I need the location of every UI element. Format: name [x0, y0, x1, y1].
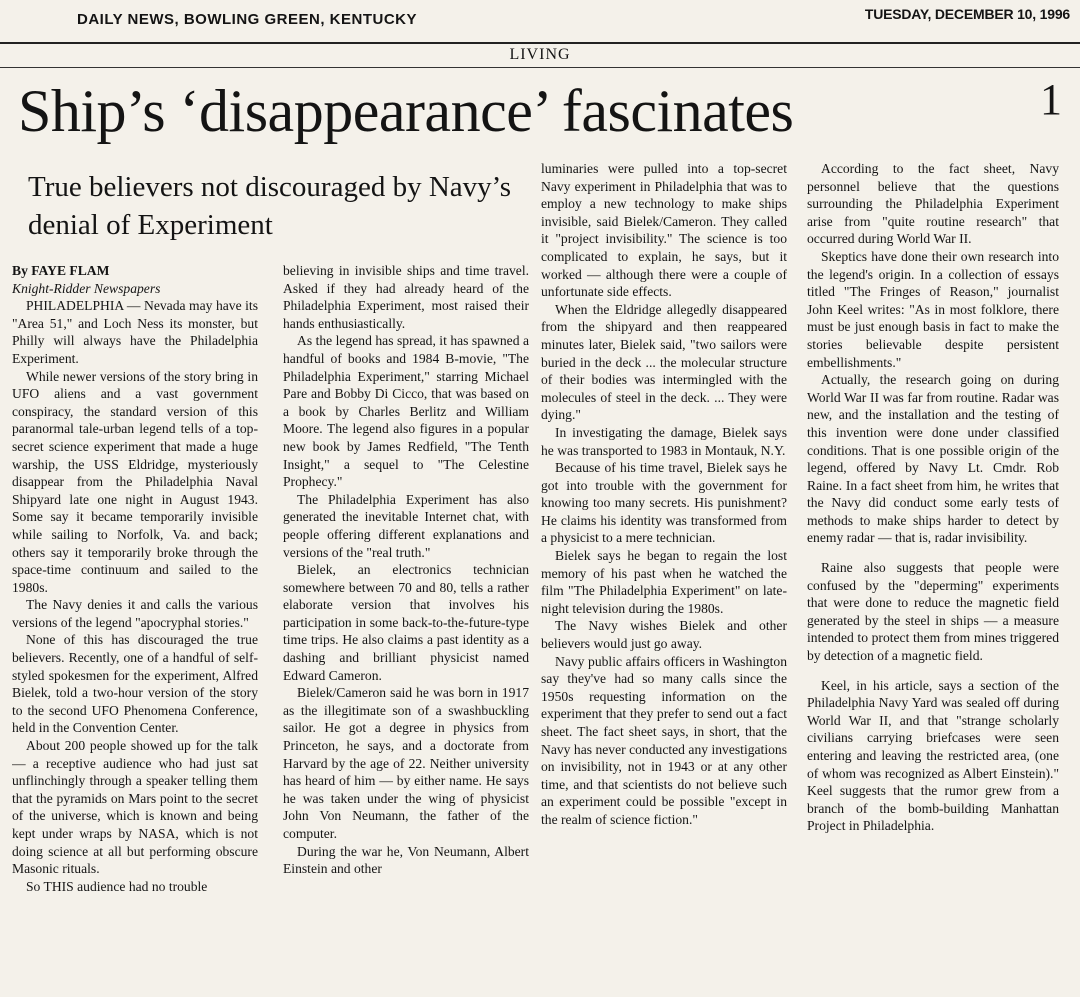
paragraph: Skeptics have done their own research into the legend's origin. In a collection of essays titled "The Fringes of Reason," journalist John Keel writes: "As in most folklore, there must be just enough basis in fact to make the stories believable despite persistent embellishments.": [807, 248, 1059, 370]
subheadline: True believers not discouraged by Navy’s denial of Experiment: [28, 171, 511, 241]
paragraph: Navy public affairs officers in Washington say they've had so many calls since the 1950s requesting information on the experiment that they prefer to send out a fact sheet. The fact sheet says, in short, that the Navy has never conducted any investigations on invisibility, not in 1943 or at any other time, and that scientists do not believe such an experiment could be possible "except in the realm of science fiction.": [541, 653, 787, 827]
paragraph: None of this has discouraged the true believers. Recently, one of a handful of self-styled spokesmen for the experiment, Alfred Bielek, told a two-hour version of the story to the second UFO Phenomena Conference, held in the Convention Center.: [12, 632, 258, 736]
byline: By FAYE FLAM: [12, 263, 110, 278]
paragraph: While newer versions of the story bring in UFO aliens and a vast government conspiracy, the standard version of this paranormal tale-urban legend tells of a top-secret science experiment that made a huge warship, the USS Eldridge, mysteriously disappear from the Philadelphia Naval Shipyard late one night in August 1943. Some say it became temporarily invisible while sailing to Norfolk, Va. and back; others say it temporarily broke through the space-time continuum and sailed to the 1980s.: [12, 368, 258, 595]
news-agency: Knight-Ridder Newspapers: [12, 280, 161, 296]
paragraph: When the Eldridge allegedly disappeared from the shipyard and then reappeared minutes later, Bielek said, "two sailors were buried in the deck ... the molecular structure of their bodies was intermingled with the molecules of steel in the deck. ... They were dying.": [541, 301, 787, 423]
paragraph: Keel, in his article, says a section of the Philadelphia Navy Yard was sealed off during World War II, and that "strange scholarly civilians carrying briefcases were seen entering and leaving the restricted area, (one of whom was recognized as Albert Einstein)." Keel suggests that the rumor grew from a branch of the bomb-building Manhattan Project in Philadelphia.: [807, 677, 1059, 834]
masthead: [0, 0, 1080, 42]
paragraph: In investigating the damage, Bielek says he was transported to 1983 in Montauk, N.Y.: [541, 424, 787, 458]
paragraph: PHILADELPHIA — Nevada may have its "Area 51," and Loch Ness its monster, but Philly will always have the Philadelphia Experiment.: [12, 298, 258, 366]
newspaper-name: DAILY NEWS, BOWLING GREEN, KENTUCKY: [77, 11, 418, 28]
paragraph: Bielek/Cameron said he was born in 1917 as the illegitimate son of a swashbuckling sailor. He got a degree in physics from Princeton, he says, and a doctorate from Harvard by the age of 22. Neither university has heard of him — by either name. He says he was taken under the wing of physicist John Von Neumann, the father of the computer.: [283, 685, 529, 841]
paragraph: Bielek, an electronics technician somewhere between 70 and 80, tells a rather elaborate version that involves his participation in some back-to-the-future-type time trips. He also claims a past identity as a dashing and brilliant physicist named Edward Cameron.: [283, 562, 529, 683]
paragraph: luminaries were pulled into a top-secret Navy experiment in Philadelphia that was to employ a new technology to make ships invisible, said Bielek/Cameron. They called it "project invisibility." The science is too complicated to explain, he says, but it worked — although there were a couple of unfortunate side effects.: [541, 161, 787, 300]
paragraph: According to the fact sheet, Navy personnel believe that the questions surrounding the Philadelphia Experiment arise from "quite routine research" that occurred during World War II.: [807, 161, 1059, 247]
article-column-3: [541, 160, 787, 997]
page-marker: 1: [1040, 75, 1062, 124]
section-rule: [0, 67, 1080, 68]
paragraph: believing in invisible ships and time travel. Asked if they had already heard of the Philadelphia Experiment, most raised their hands enthusiastically.: [283, 263, 529, 331]
paragraph: The Philadelphia Experiment has also generated the inevitable Internet chat, with people offering different explanations and versions of the "real truth.": [283, 491, 529, 560]
issue-date: TUESDAY, DECEMBER 10, 1996: [864, 6, 1070, 22]
paragraph: The Navy wishes Bielek and other believers would just go away.: [541, 618, 787, 652]
article-column-1: [12, 262, 258, 997]
masthead-rule: [0, 42, 1080, 44]
headline: Ship’s ‘disappearance’ fascinates: [18, 78, 794, 144]
paragraph: Bielek says he began to regain the lost memory of his past when he watched the film "The Philadelphia Experiment" on late-night television during the 1980s.: [541, 548, 787, 616]
paragraph: Actually, the research going on during World War II was far from routine. Radar was new, and the installation and the testing of this invention were done under classified conditions. That is one possible origin of the legend, offered by Navy Lt. Cmdr. Rob Raine. In a fact sheet from him, he writes that the Navy did conduct some early tests of methods to make ships harder to detect by enemy radar — that is, radar invisibility.: [807, 372, 1059, 546]
article-column-4: [807, 160, 1059, 997]
paragraph: Because of his time travel, Bielek says he got into trouble with the government for knowing too many secrets. His punishment? He claims his identity was transformed from a physicist to a mere technician.: [541, 460, 787, 546]
paragraph: As the legend has spread, it has spawned a handful of books and 1984 B-movie, "The Philadelphia Experiment," starring Michael Pare and Bobby Di Cicco, that was based on a book by Charles Berlitz and William Moore. The legend also figures in a popular new book by James Redfield, "The Tenth Insight," a sequel to "The Celestine Prophecy.": [283, 333, 529, 490]
paragraph: During the war he, Von Neumann, Albert Einstein and other: [283, 843, 529, 877]
paragraph: Raine also suggests that people were confused by the "deperming" experiments that were done to reduce the magnetic field generated by the steel in ships — a measure intended to protect them from mines triggered by detection of a magnetic field.: [807, 560, 1059, 664]
paragraph: So THIS audience had no trouble: [26, 878, 208, 894]
paragraph: About 200 people showed up for the talk — a receptive audience who had just sat unflinchingly through a speaker telling them that the pyramids on Mars point to the secret of the universe, which is known and being kept under wraps by NASA, which is not doing science at all but performing obscure Masonic rituals.: [12, 738, 258, 877]
section-label: LIVING: [509, 46, 571, 63]
paragraph: The Navy denies it and calls the various versions of the legend "apocryphal stories.": [12, 597, 258, 630]
article-column-2: [283, 262, 529, 997]
